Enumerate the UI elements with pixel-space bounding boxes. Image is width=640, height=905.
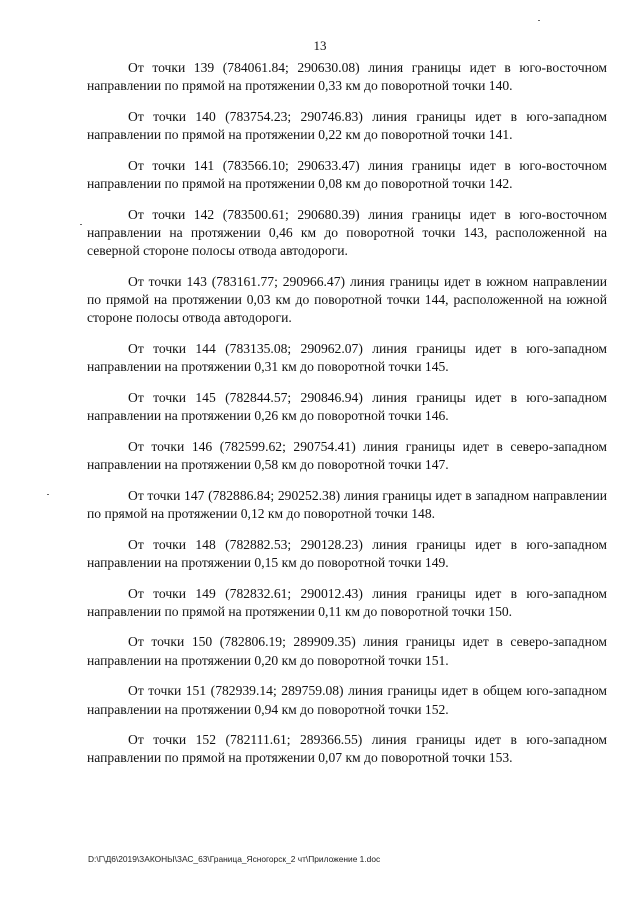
boundary-paragraph: От точки 147 (782886.84; 290252.38) линия границы идет в западном направлении по прямой на протяжении 0,12 км до поворотной точки 148.: [87, 487, 607, 522]
scan-speck: [47, 494, 49, 495]
document-body: [87, 59, 607, 780]
scan-speck: [80, 224, 82, 225]
page-number: 13: [313, 38, 327, 53]
boundary-paragraph: От точки 151 (782939.14; 289759.08) линия границы идет в общем юго-западном направлении на протяжении 0,94 км до поворотной точки 152.: [87, 683, 607, 717]
boundary-paragraph: От точки 143 (783161.77; 290966.47) линия границы идет в южном направлении по прямой на протяжении 0,03 км до поворотной точки 144, расположенной на южной стороне полосы отвода автодороги.: [87, 273, 607, 326]
boundary-paragraph: От точки 149 (782832.61; 290012.43) линия границы идет в юго-западном направлении по прямой на протяжении 0,11 км до поворотной точки 150.: [87, 585, 607, 619]
boundary-paragraph: От точки 145 (782844.57; 290846.94) линия границы идет в юго-западном направлении на протяжении 0,26 км до поворотной точки 146.: [87, 389, 607, 424]
boundary-paragraph: От точки 141 (783566.10; 290633.47) линия границы идет в юго-восточном направлении по прямой на протяжении 0,08 км до поворотной точки 142.: [87, 157, 607, 192]
boundary-paragraph: От точки 150 (782806.19; 289909.35) линия границы идет в северо-западном направлении на протяжении 0,20 км до поворотной точки 151.: [87, 634, 607, 668]
boundary-paragraph: От точки 142 (783500.61; 290680.39) линия границы идет в юго-восточном направлении на протяжении 0,46 км до поворотной точки 143, расположенной на северной стороне полосы отвода автодороги.: [87, 206, 607, 259]
boundary-paragraph: От точки 144 (783135.08; 290962.07) линия границы идет в юго-западном направлении на протяжении 0,31 км до поворотной точки 145.: [87, 341, 607, 375]
scan-speck: [538, 20, 540, 21]
boundary-paragraph: От точки 152 (782111.61; 289366.55) линия границы идет в юго-западном направлении по прямой на протяжении 0,07 км до поворотной точки 153.: [87, 732, 607, 766]
boundary-paragraph: От точки 146 (782599.62; 290754.41) линия границы идет в северо-западном направлении на протяжении 0,58 км до поворотной точки 147.: [87, 438, 607, 473]
boundary-paragraph: От точки 139 (784061.84; 290630.08) линия границы идет в юго-восточном направлении по прямой на протяжении 0,33 км до поворотной точки 140.: [87, 60, 607, 94]
boundary-paragraph: От точки 140 (783754.23; 290746.83) линия границы идет в юго-западном направлении по прямой на протяжении 0,22 км до поворотной точки 141.: [87, 108, 607, 143]
boundary-paragraph: От точки 148 (782882.53; 290128.23) линия границы идет в юго-западном направлении на протяжении 0,15 км до поворотной точки 149.: [87, 536, 607, 570]
footer-file-path: D:\Г\Д6\2019\ЗАКОНЫ\ЗАС_63\Граница_Ясногорск_2 чт\Приложение 1.doc: [88, 854, 381, 864]
